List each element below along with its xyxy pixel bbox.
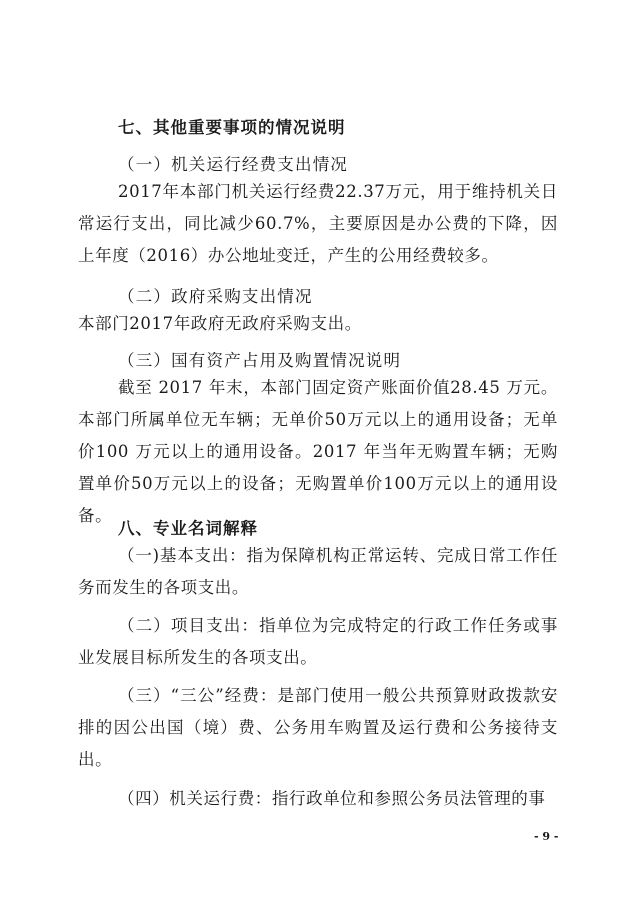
- subsection-2-body: 本部门2017年政府无政府采购支出。: [78, 314, 362, 333]
- page-number: - 9 -: [534, 830, 559, 843]
- term-three-public-expenses: （三）“三公”经费：是部门使用一般公共预算财政拨款安排的因公出国（境）费、公务用车购置及运行费和公务接待支出。: [78, 686, 558, 769]
- subsection-1-title: （一）机关运行经费支出情况: [118, 155, 349, 174]
- term-organ-operation-fee: （四）机关运行费：指行政单位和参照公务员法管理的事: [118, 789, 546, 808]
- subsection-1-body: 2017年本部门机关运行经费22.37万元，用于维持机关日常运行支出，同比减少60.7%，主要原因是办公费的下降，因上年度（2016）办公地址变迁，产生的公用经费较多。: [78, 182, 558, 265]
- term-project-expenditure: （二）项目支出：指单位为完成特定的行政工作任务或事业发展目标所发生的各项支出。: [78, 616, 558, 667]
- section-7-heading: 七、其他重要事项的情况说明: [118, 118, 346, 137]
- subsection-2-title: （二）政府采购支出情况: [118, 287, 313, 306]
- section-8-heading: 八、专业名词解释: [118, 519, 258, 538]
- subsection-3-title: （三）国有资产占用及购置情况说明: [118, 351, 402, 370]
- subsection-3-body: 截至 2017 年末，本部门固定资产账面价值28.45 万元。本部门所属单位无车辆；无单价50万元以上的通用设备；无单价100 万元以上的通用设备。2017 年当年无购置车辆；无购置单价50万元以上的设备；无购置单价100万元以上的通用设备。: [78, 378, 558, 525]
- term-basic-expenditure: （一)基本支出：指为保障机构正常运转、完成日常工作任务而发生的各项支出。: [78, 546, 558, 597]
